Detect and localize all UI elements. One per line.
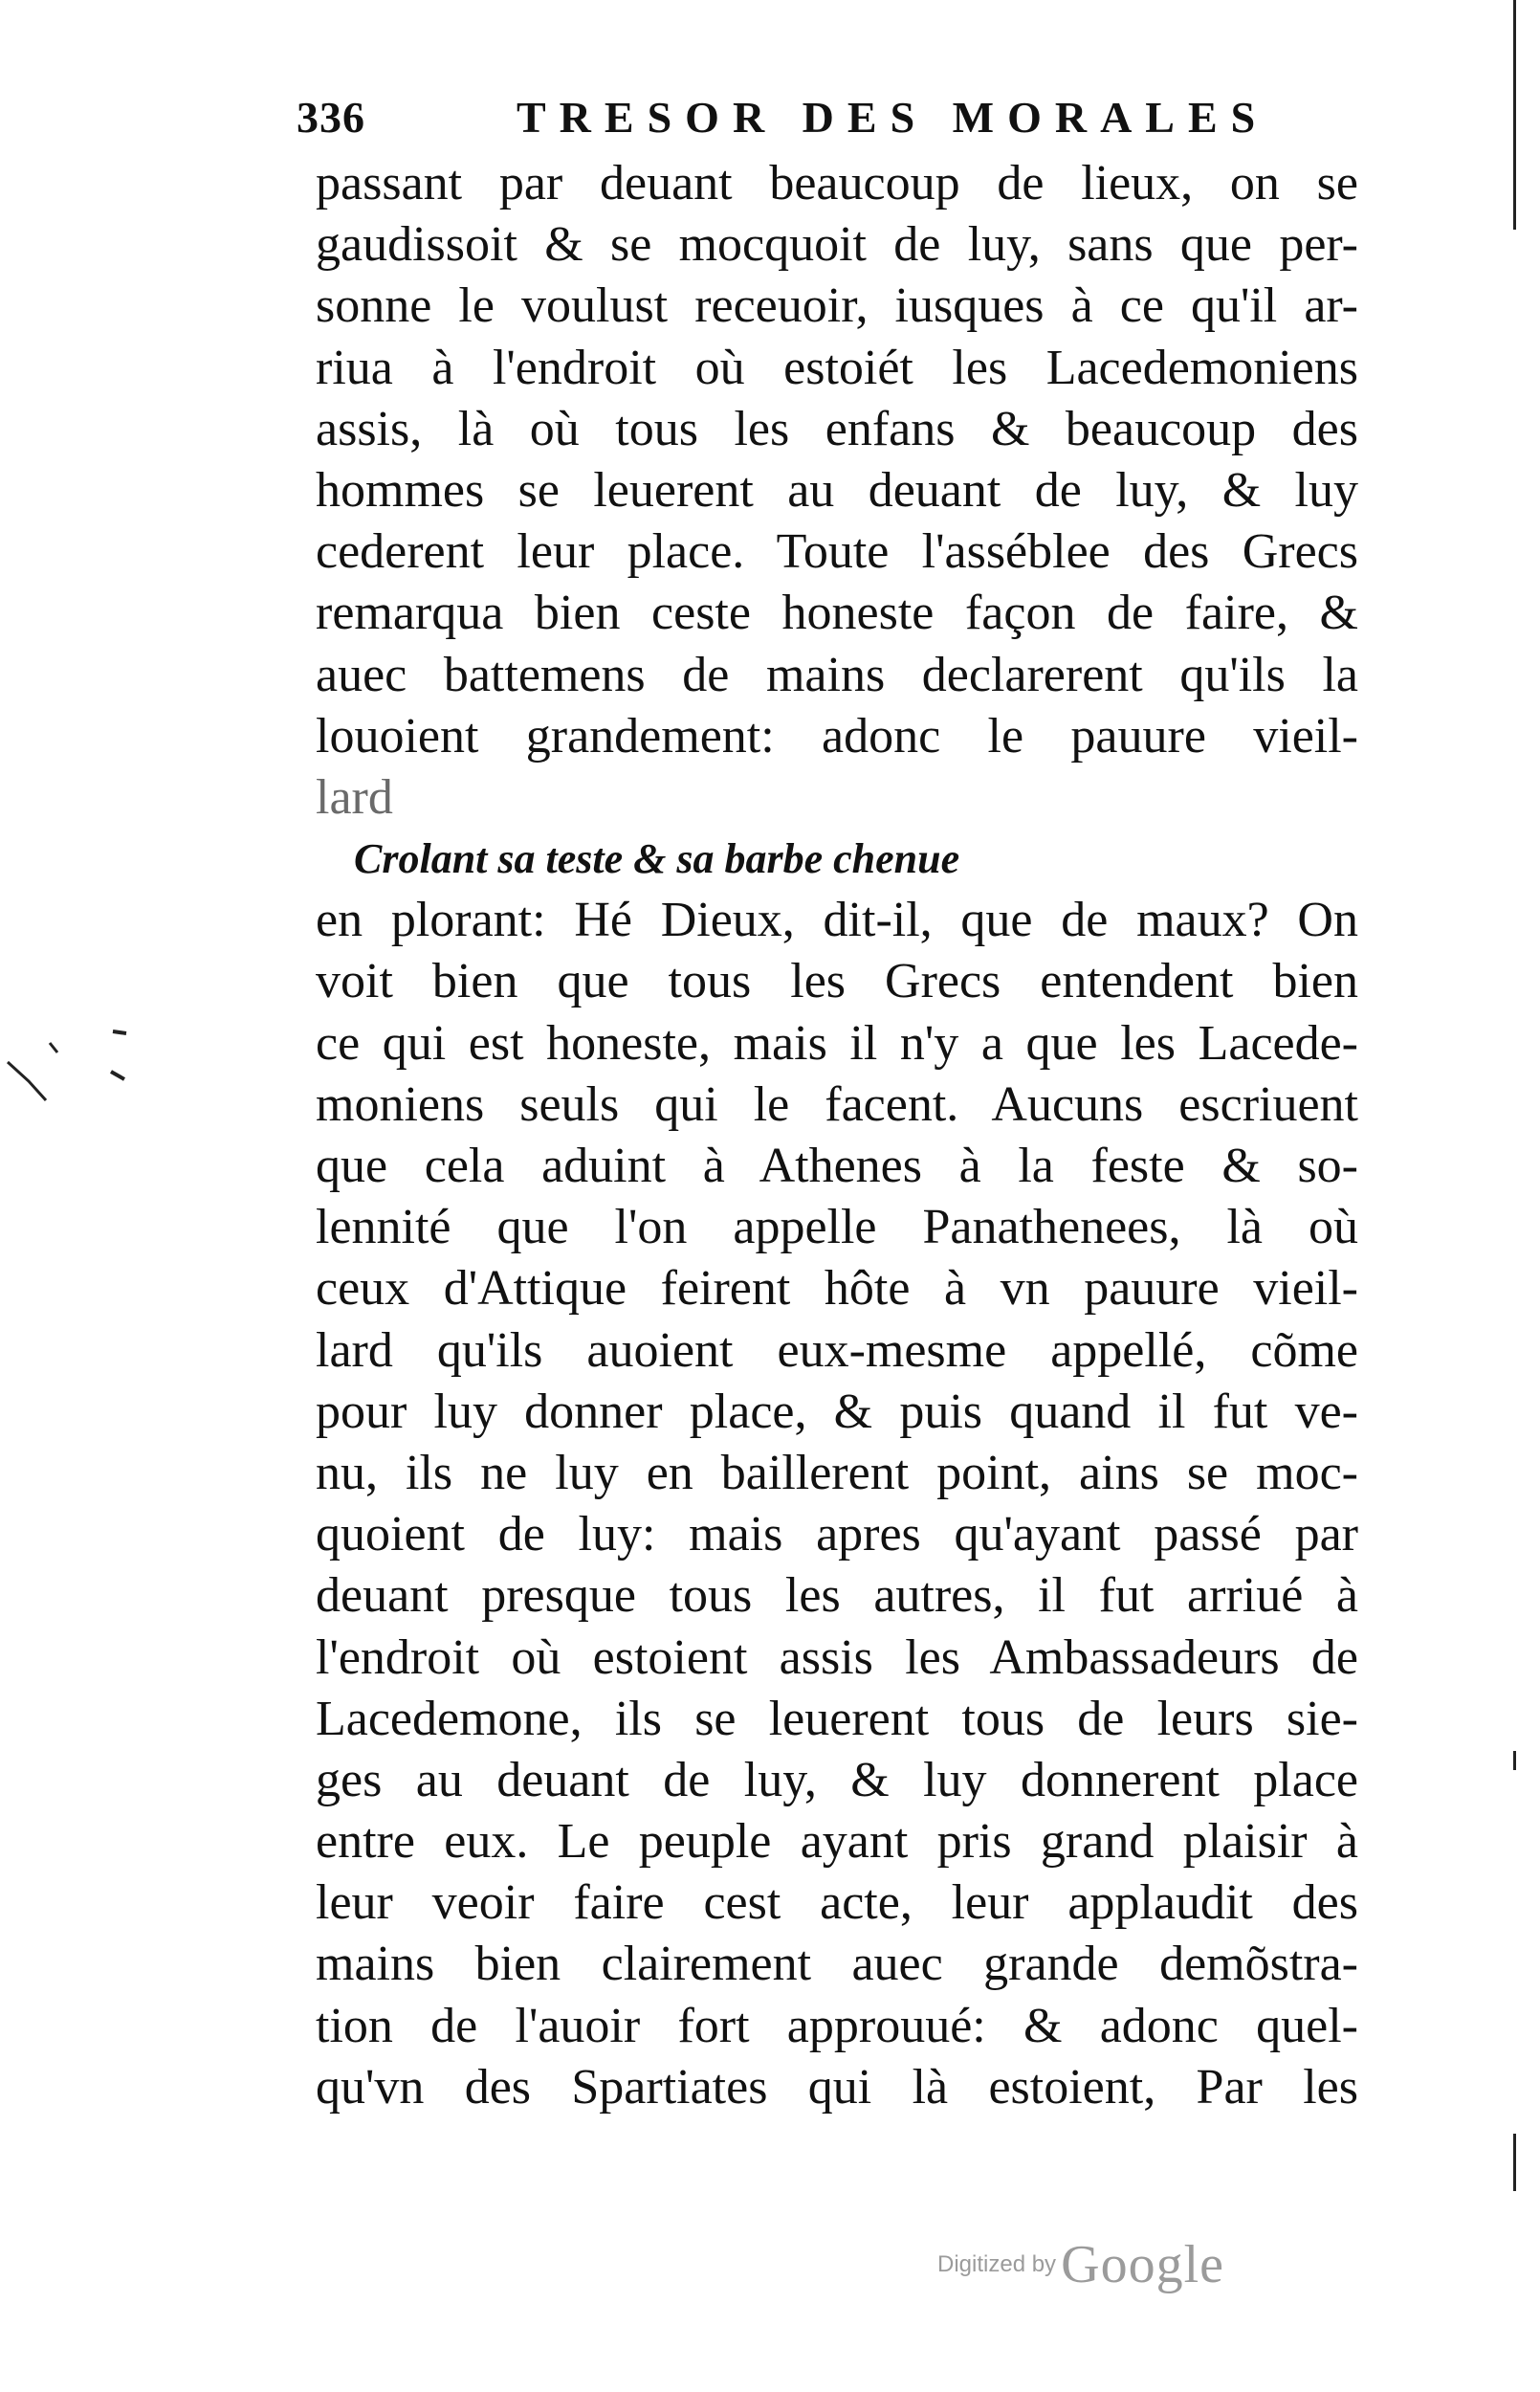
text-line: auec battemens de mains declarerent qu'ils la bbox=[316, 647, 1358, 702]
text-line: lard qu'ils auoient eux-mesme appellé, cõme bbox=[316, 1322, 1358, 1378]
text-line: cederent leur place. Toute l'asséblee des Grecs bbox=[316, 524, 1358, 580]
text-line: en plorant: Hé Dieux, dit-il, que de maux? On bbox=[316, 893, 1358, 948]
text-line: louoient grandement: adonc le pauure vieil- bbox=[316, 708, 1358, 764]
text-line: gaudissoit & se mocquoit de luy, sans que per- bbox=[316, 217, 1358, 273]
watermark-brand: Google bbox=[1061, 2235, 1225, 2294]
text-line: remarqua bien ceste honeste façon de faire, & bbox=[316, 586, 1358, 641]
text-line: mains bien clairement auec grande demõstra- bbox=[316, 1937, 1358, 1992]
text-line: que cela aduint à Athenes à la feste & so- bbox=[316, 1139, 1358, 1193]
text-line: Lacedemone, ils se leuerent tous de leurs sie- bbox=[316, 1691, 1358, 1746]
text-line: l'endroit où estoient assis les Ambassadeurs de bbox=[316, 1629, 1358, 1685]
page-edge-mark bbox=[1513, 134, 1516, 163]
page-edge-mark bbox=[1513, 2134, 1516, 2191]
text-line: leur veoir faire cest acte, leur applaudit des bbox=[316, 1875, 1358, 1931]
text-line: qu'vn des Spartiates qui là estoient, Par les bbox=[316, 2059, 1358, 2115]
text-line: assis, là où tous les enfans & beaucoup des bbox=[316, 401, 1358, 456]
text-line: sonne le voulust receuoir, iusques à ce qu'il ar- bbox=[316, 278, 1358, 334]
page-header bbox=[297, 92, 1310, 159]
page-number: 336 bbox=[297, 93, 365, 142]
text-line: ceux d'Attique feirent hôte à vn pauure vieil- bbox=[316, 1261, 1358, 1317]
text-line: hommes se leuerent au deuant de luy, & luy bbox=[316, 462, 1358, 518]
text-line: deuant presque tous les autres, il fut arriué à bbox=[316, 1568, 1358, 1624]
text-line: passant par deuant beaucoup de lieux, on se bbox=[316, 156, 1358, 210]
text-line: quoient de luy: mais apres qu'ayant passé par bbox=[316, 1507, 1358, 1562]
text-line: riua à l'endroit où estoiét les Lacedemoniens bbox=[316, 340, 1358, 395]
text-line: pour luy donner place, & puis quand il fut ve- bbox=[316, 1384, 1358, 1439]
text-line: ce qui est honeste, mais il n'y a que les Lacede- bbox=[316, 1015, 1358, 1071]
margin-specks bbox=[0, 1024, 134, 1139]
text-line: lennité que l'on appelle Panathenees, là où bbox=[316, 1200, 1358, 1255]
quoted-verse-line: Crolant sa teste & sa barbe chenue bbox=[354, 835, 960, 883]
page-edge-mark bbox=[1513, 1751, 1516, 1770]
text-line-faded: lard bbox=[316, 769, 393, 825]
running-title: TRESOR DES MORALES bbox=[517, 93, 1269, 142]
page-edge-mark bbox=[1513, 0, 1516, 230]
text-line: ges au deuant de luy, & luy donnerent place bbox=[316, 1752, 1358, 1807]
body-text bbox=[316, 153, 1358, 2118]
text-line: voit bien que tous les Grecs entendent bien bbox=[316, 954, 1358, 1009]
text-line: moniens seuls qui le facent. Aucuns escriuent bbox=[316, 1076, 1358, 1132]
text-line: tion de l'auoir fort approuué: & adonc quel- bbox=[316, 1998, 1358, 2053]
digitized-by-google-watermark bbox=[937, 2234, 1224, 2295]
watermark-prefix: Digitized by bbox=[937, 2251, 1057, 2277]
text-line: nu, ils ne luy en baillerent point, ains se moc- bbox=[316, 1445, 1358, 1500]
text-line: entre eux. Le peuple ayant pris grand plaisir à bbox=[316, 1814, 1358, 1870]
